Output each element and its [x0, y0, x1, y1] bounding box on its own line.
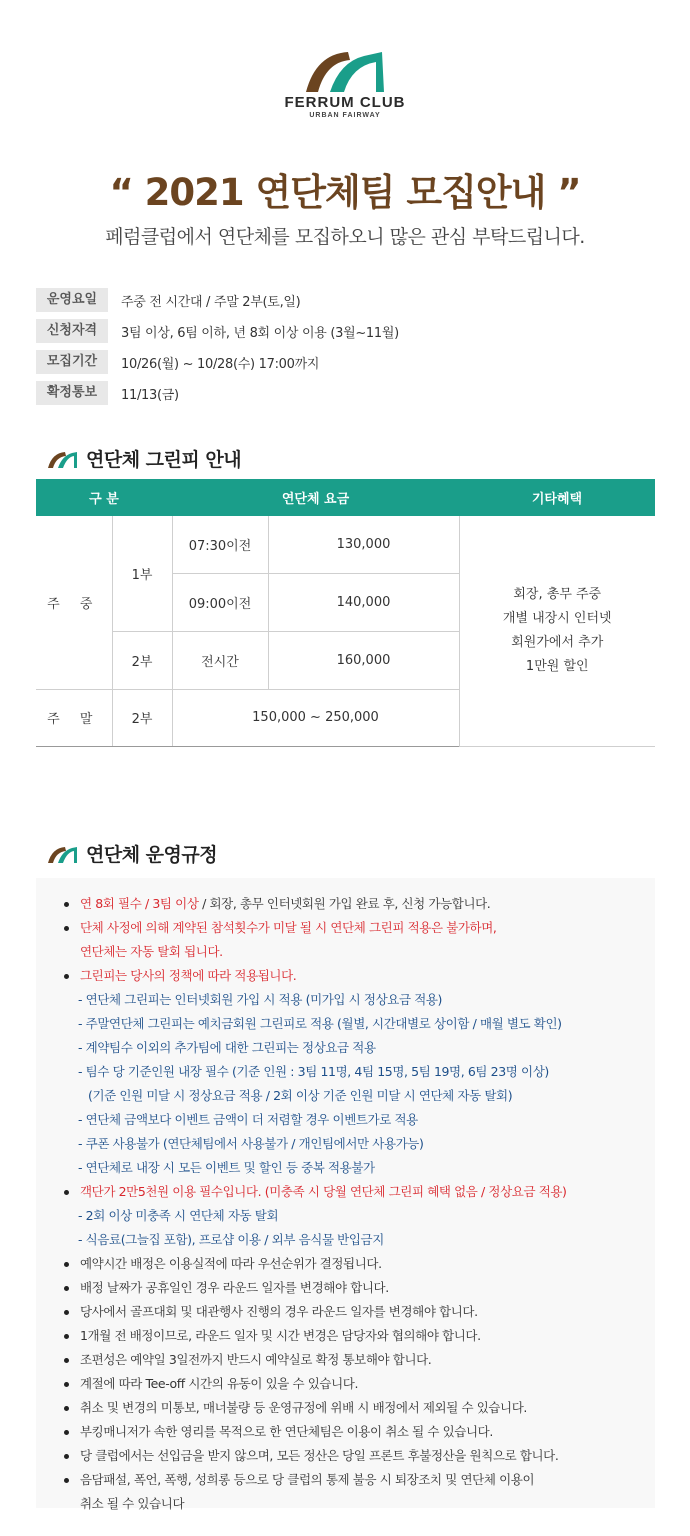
list-item: - 계약팀수 이외의 추가팀에 대한 그린피는 정상요금 적용	[78, 1040, 376, 1055]
list-item: 취소 될 수 있습니다	[80, 1496, 185, 1511]
info-list	[36, 288, 399, 412]
benefit-line: 1만원 할인	[525, 658, 589, 674]
part-cell: 2부	[112, 631, 172, 689]
price-cell: 130,000	[268, 516, 459, 573]
list-item: - 식음료(그늘집 포함), 프로샵 이용 / 외부 음식물 반입금지	[78, 1232, 384, 1247]
info-label: 신청자격	[36, 319, 108, 343]
fee-section-title: 연단체 그린피 안내	[86, 449, 242, 471]
section-arch-icon	[48, 450, 78, 468]
list-item	[36, 892, 655, 916]
benefit-line: 회장, 총무 주중	[513, 586, 602, 602]
list-item: 음담패설, 폭언, 폭행, 성희롱 등으로 당 클럽의 통제 불응 시 퇴장조치 및 연단체 이용이	[36, 1468, 655, 1492]
list-item: - 연단체로 내장 시 모든 이벤트 및 할인 등 중복 적용불가	[78, 1160, 375, 1175]
rule-text: / 회장, 총무 인터넷회원 가입 완료 후, 신청 가능합니다.	[198, 896, 491, 911]
rule-highlight: 연 8회 필수 / 3팀 이상	[80, 896, 199, 911]
header-category: 구 분	[36, 479, 172, 516]
green-fee-table	[36, 479, 655, 747]
list-item: 배정 날짜가 공휴일인 경우 라운드 일자를 변경해야 합니다.	[36, 1276, 655, 1300]
list-item: 그린피는 당사의 정책에 따라 적용됩니다.	[36, 964, 655, 988]
time-cell: 전시간	[172, 631, 268, 689]
header-benefit: 기타혜택	[459, 479, 655, 516]
info-row	[36, 319, 399, 343]
list-item: 계절에 따라 Tee-off 시간의 유동이 있을 수 있습니다.	[36, 1372, 655, 1396]
info-value: 주중 전 시간대 / 주말 2부(토,일)	[121, 294, 301, 310]
info-row	[36, 381, 399, 405]
info-value: 11/13(금)	[121, 387, 179, 403]
info-label: 확정통보	[36, 381, 108, 405]
price-cell: 150,000 ~ 250,000	[172, 689, 459, 746]
list-item: 당 클럽에서는 선입금을 받지 않으며, 모든 정산은 당일 프론트 후불정산을 원칙으로 합니다.	[36, 1444, 655, 1468]
brand-tagline: URBAN FAIRWAY	[309, 112, 381, 119]
info-value: 10/26(월) ~ 10/28(수) 17:00까지	[121, 356, 320, 372]
list-item: - 연단체 그린피는 인터넷회원 가입 시 적용 (미가입 시 정상요금 적용)	[78, 992, 443, 1007]
section-arch-icon	[48, 845, 78, 863]
price-cell: 140,000	[268, 573, 459, 631]
list-item: - 주말연단체 그린피는 예치금회원 그린피로 적용 (월별, 시간대별로 상이함 / 매월 별도 확인)	[78, 1016, 562, 1031]
header-fee: 연단체 요금	[172, 479, 459, 516]
list-item: 단체 사정에 의해 계약된 참석횟수가 미달 될 시 연단체 그린피 적용은 불가하며,	[36, 916, 655, 940]
fee-section-header	[48, 445, 241, 472]
time-cell: 07:30이전	[172, 516, 268, 573]
benefit-line: 개별 내장시 인터넷	[502, 610, 612, 626]
table-row	[36, 516, 655, 573]
benefit-line: 회원가에서 추가	[511, 634, 604, 650]
list-item: 취소 및 변경의 미통보, 매너불량 등 운영규정에 위배 시 배정에서 제외될 수 있습니다.	[36, 1396, 655, 1420]
benefit-cell	[459, 516, 655, 746]
rules-section-title: 연단체 운영규정	[86, 844, 218, 866]
list-item: 예약시간 배정은 이용실적에 따라 우선순위가 결정됩니다.	[36, 1252, 655, 1276]
price-cell: 160,000	[268, 631, 459, 689]
list-item: 부킹매니저가 속한 영리를 목적으로 한 연단체팀은 이용이 취소 될 수 있습니다.	[36, 1420, 655, 1444]
part-cell: 2부	[112, 689, 172, 746]
list-item: (기준 인원 미달 시 정상요금 적용 / 2회 이상 기준 인원 미달 시 연단체 자동 탈회)	[88, 1088, 513, 1103]
info-value: 3팀 이상, 6팀 이하, 년 8회 이상 이용 (3월~11월)	[121, 325, 399, 341]
part-cell: 1부	[112, 516, 172, 631]
page-subtitle: 페럼클럽에서 연단체를 모집하오니 많은 관심 부탁드립니다.	[105, 226, 585, 248]
table-header-row	[36, 479, 655, 516]
list-item: 당사에서 골프대회 및 대관행사 진행의 경우 라운드 일자를 변경해야 합니다.	[36, 1300, 655, 1324]
list-item: 객단가 2만5천원 이용 필수입니다. (미충족 시 당월 연단체 그린피 혜택 없음 / 정상요금 적용)	[36, 1180, 655, 1204]
weekday-cell: 주 중	[36, 516, 112, 689]
ferrum-club-logo	[270, 48, 420, 138]
info-row	[36, 350, 399, 374]
weekend-cell: 주 말	[36, 689, 112, 746]
info-row	[36, 288, 399, 312]
list-item: - 팀수 당 기준인원 내장 필수 (기준 인원 : 3팀 11명, 4팀 15명, 5팀 19명, 6팀 23명 이상)	[78, 1064, 549, 1079]
list-item: 조편성은 예약일 3일전까지 반드시 예약실로 확정 통보해야 합니다.	[36, 1348, 655, 1372]
info-label: 모집기간	[36, 350, 108, 374]
page-title: “ 2021 연단체팀 모집안내 ”	[109, 171, 581, 214]
rules-section-header	[48, 840, 217, 867]
ferrum-arch-icon	[304, 48, 386, 92]
rules-box	[36, 878, 655, 1511]
list-item: - 쿠폰 사용불가 (연단체팀에서 사용불가 / 개인팀에서만 사용가능)	[78, 1136, 424, 1151]
list-item: - 2회 이상 미충족 시 연단체 자동 탈회	[78, 1208, 279, 1223]
rules-list	[36, 878, 655, 1516]
list-item: 연단체는 자동 탈회 됩니다.	[80, 944, 223, 959]
brand-name: FERRUM CLUB	[284, 94, 406, 111]
info-label: 운영요일	[36, 288, 108, 312]
list-item: 1개월 전 배정이므로, 라운드 일자 및 시간 변경은 담당자와 협의해야 합니다.	[36, 1324, 655, 1348]
time-cell: 09:00이전	[172, 573, 268, 631]
list-item: - 연단체 금액보다 이벤트 금액이 더 저렴할 경우 이벤트가로 적용	[78, 1112, 418, 1127]
